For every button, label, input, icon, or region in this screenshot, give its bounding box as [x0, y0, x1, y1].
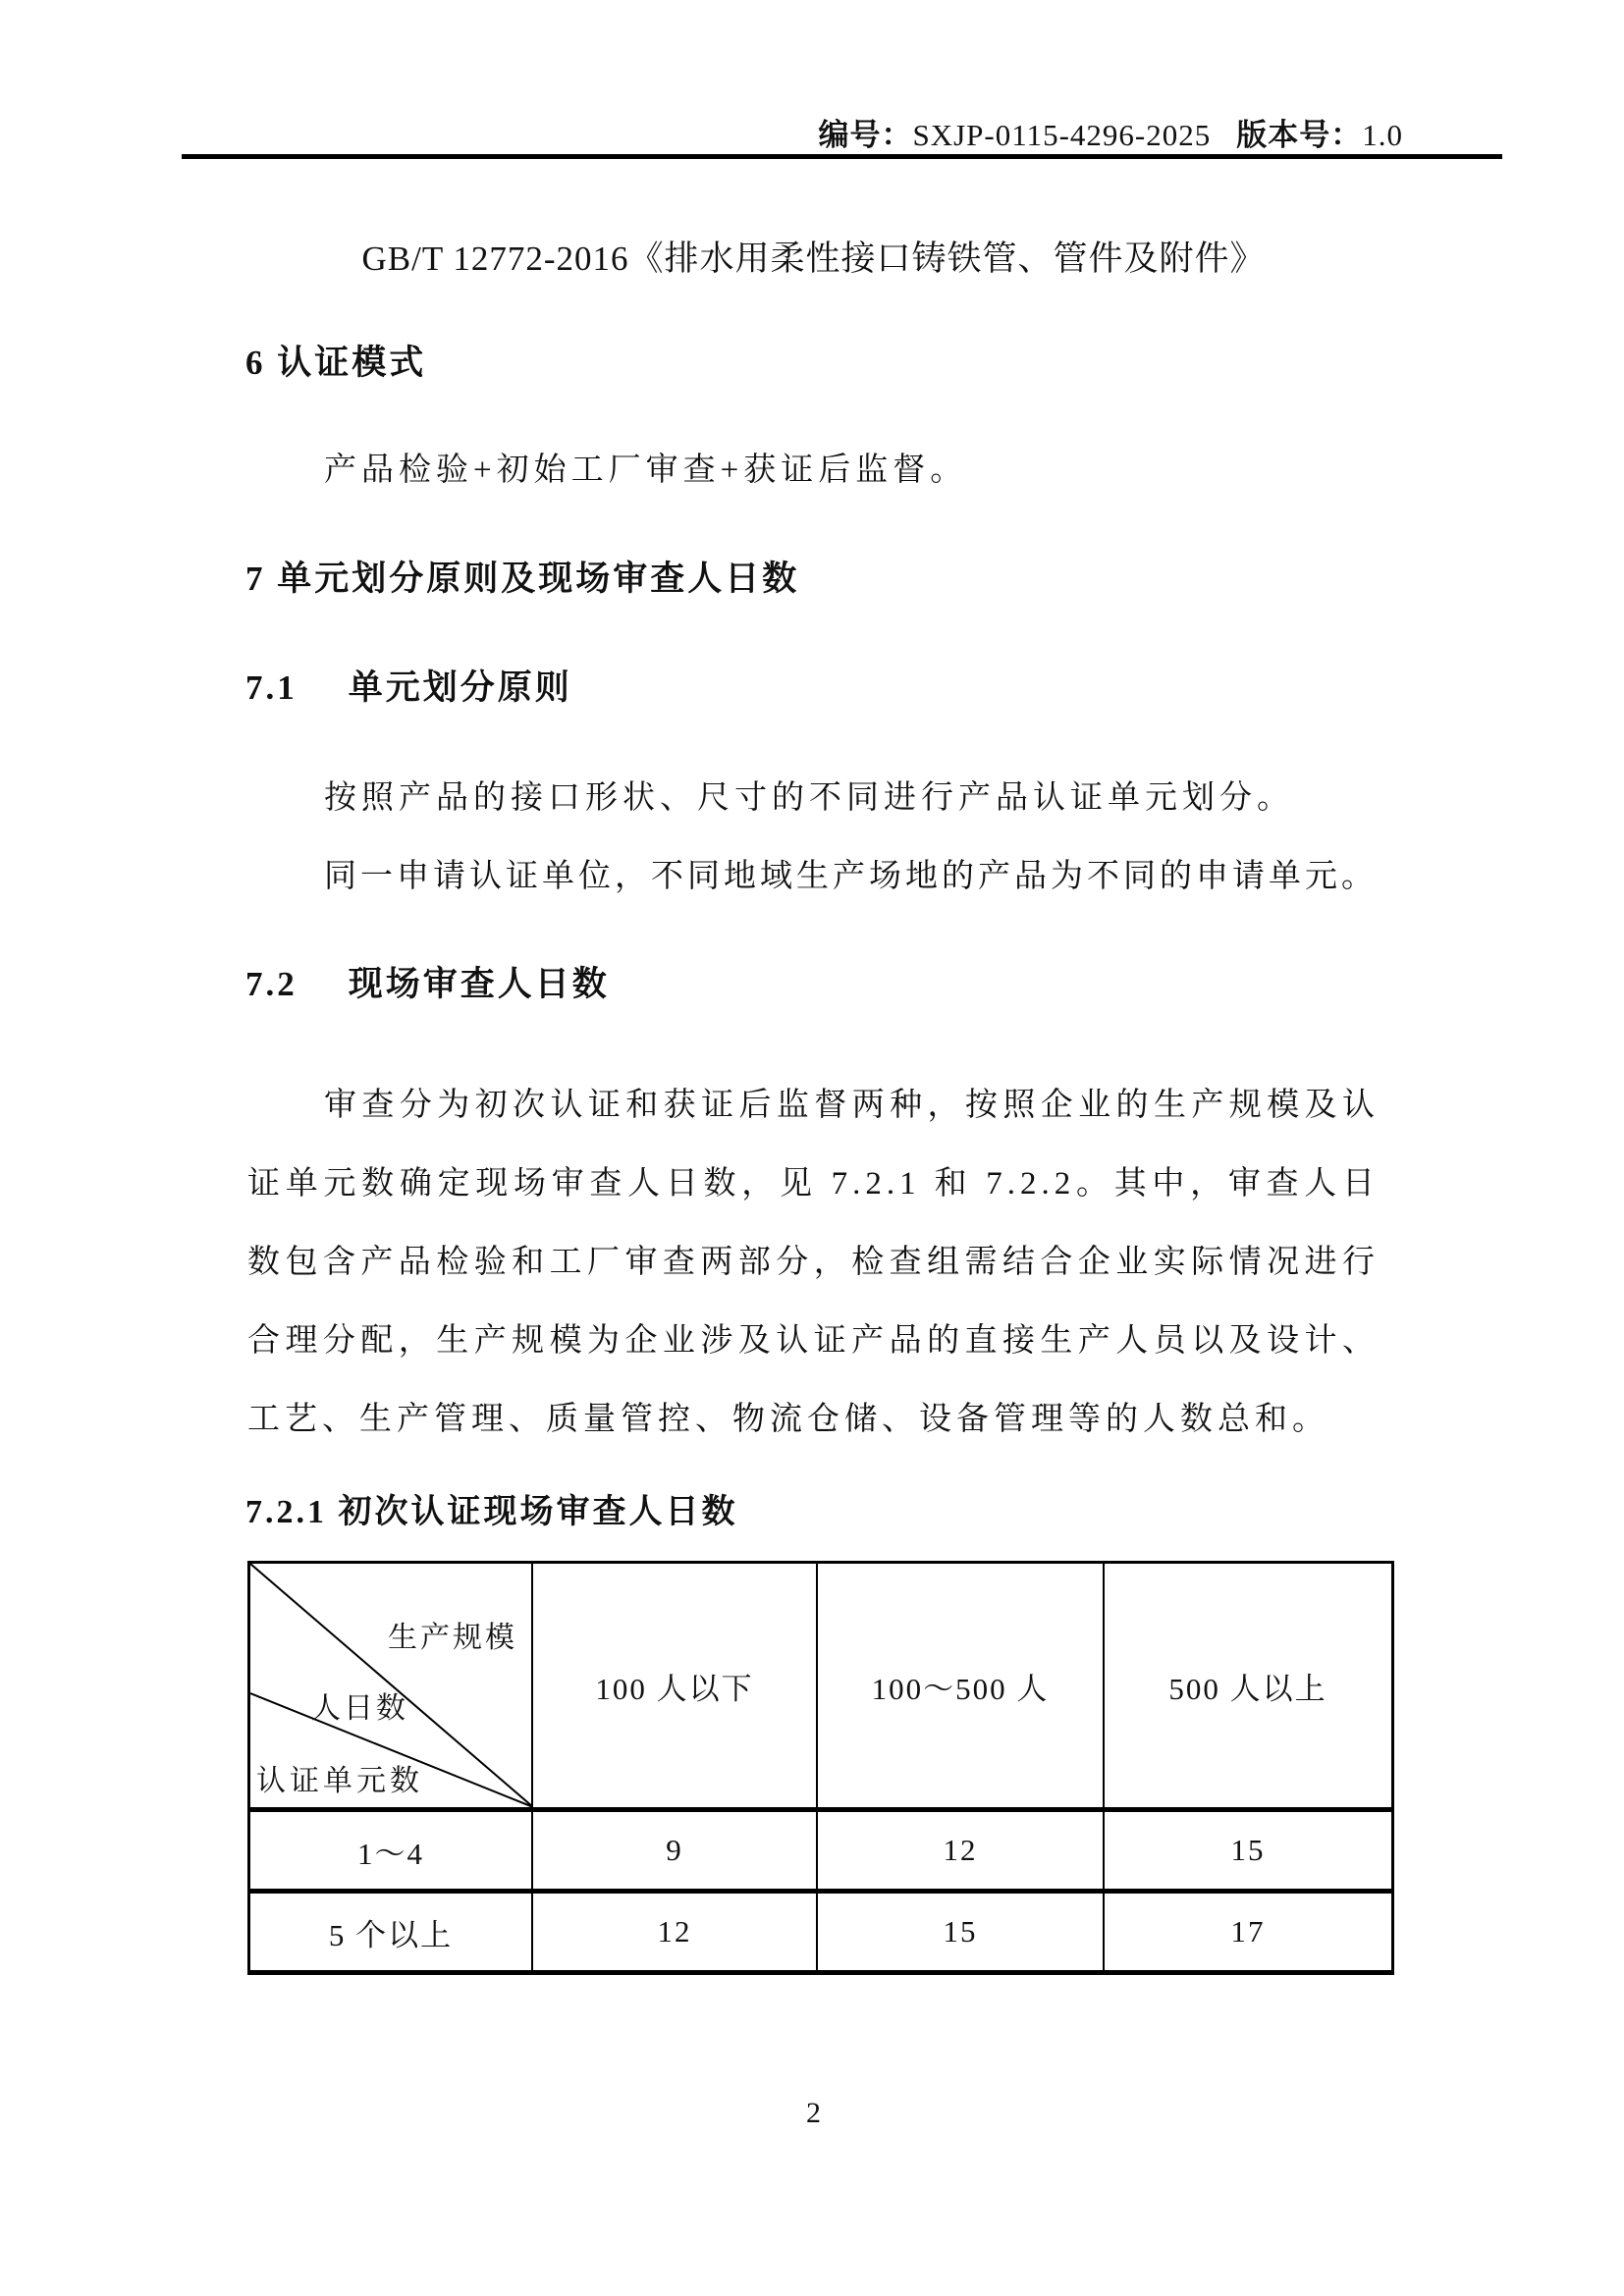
paragraph-line: 合理分配，生产规模为企业涉及认证产品的直接生产人员以及设计、 — [247, 1323, 1380, 1359]
section7-1-heading — [245, 661, 572, 710]
header-rule — [182, 154, 1502, 159]
table-value: 12 — [533, 1894, 818, 1970]
section7-1-title: 单元划分原则 — [348, 668, 572, 707]
column-header: 500 人以上 — [1168, 1671, 1327, 1706]
column-header: 100～500 人 — [818, 1564, 1105, 1807]
table-row — [250, 1894, 1391, 1970]
table-header-row — [250, 1564, 1391, 1812]
section7-2-title: 现场审查人日数 — [348, 965, 610, 1003]
section7-2-paragraph — [247, 1066, 1380, 1459]
corner-label-production-scale: 生产规模 — [388, 1622, 517, 1654]
doc-number-label: 编号： — [818, 118, 913, 152]
paragraph-line: 数包含产品检验和工厂审查两部分，检查组需结合企业实际情况进行 — [247, 1245, 1380, 1280]
page-number: 2 — [806, 2097, 821, 2129]
section7-1-paragraph-1: 按照产品的接口形状、尺寸的不同进行产品认证单元划分。 — [324, 780, 1294, 816]
row-label: 5 个以上 — [250, 1894, 533, 1970]
paragraph-line: 工艺、生产管理、质量管控、物流仓储、设备管理等的人数总和。 — [247, 1402, 1329, 1437]
section7-1-number: 7.1 — [245, 668, 298, 707]
version-value: 1.0 — [1362, 118, 1403, 152]
table-corner-cell — [250, 1564, 533, 1807]
corner-label-man-days: 人日数 — [311, 1692, 408, 1725]
version-label: 版本号： — [1236, 118, 1363, 152]
table-value: 15 — [1230, 1833, 1266, 1867]
table-value: 15 — [818, 1894, 1105, 1970]
section7-2-1-heading: 7.2.1 初次认证现场审查人日数 — [245, 1494, 738, 1530]
section7-2-number: 7.2 — [245, 965, 298, 1003]
paragraph-line: 证单元数确定现场审查人日数，见 7.2.1 和 7.2.2。其中，审查人日 — [247, 1166, 1380, 1201]
table-value: 9 — [533, 1812, 818, 1889]
table-row — [250, 1812, 1391, 1894]
section7-1-paragraph-2: 同一申请认证单位，不同地域生产场地的产品为不同的申请单元。 — [324, 859, 1378, 894]
doc-number-value: SXJP-0115-4296-2025 — [912, 118, 1212, 152]
column-header: 100 人以下 — [533, 1564, 818, 1807]
standard-title: GB/T 12772-2016《排水用柔性接口铸铁管、管件及附件》 — [361, 240, 1266, 278]
table-value: 12 — [818, 1812, 1105, 1889]
section7-heading: 7 单元划分原则及现场审查人日数 — [245, 560, 800, 598]
paragraph-line: 审查分为初次认证和获证后监督两种，按照企业的生产规模及认 — [324, 1088, 1380, 1123]
page-header — [818, 110, 1403, 154]
man-day-table — [247, 1561, 1394, 1975]
section6-paragraph: 产品检验+初始工厂审查+获证后监督。 — [324, 453, 968, 488]
table-value: 17 — [1230, 1914, 1266, 1949]
corner-label-cert-units: 认证单元数 — [256, 1765, 423, 1797]
section6-heading: 6 认证模式 — [245, 344, 427, 382]
row-label: 1～4 — [250, 1812, 533, 1889]
section7-2-heading — [245, 957, 610, 1006]
